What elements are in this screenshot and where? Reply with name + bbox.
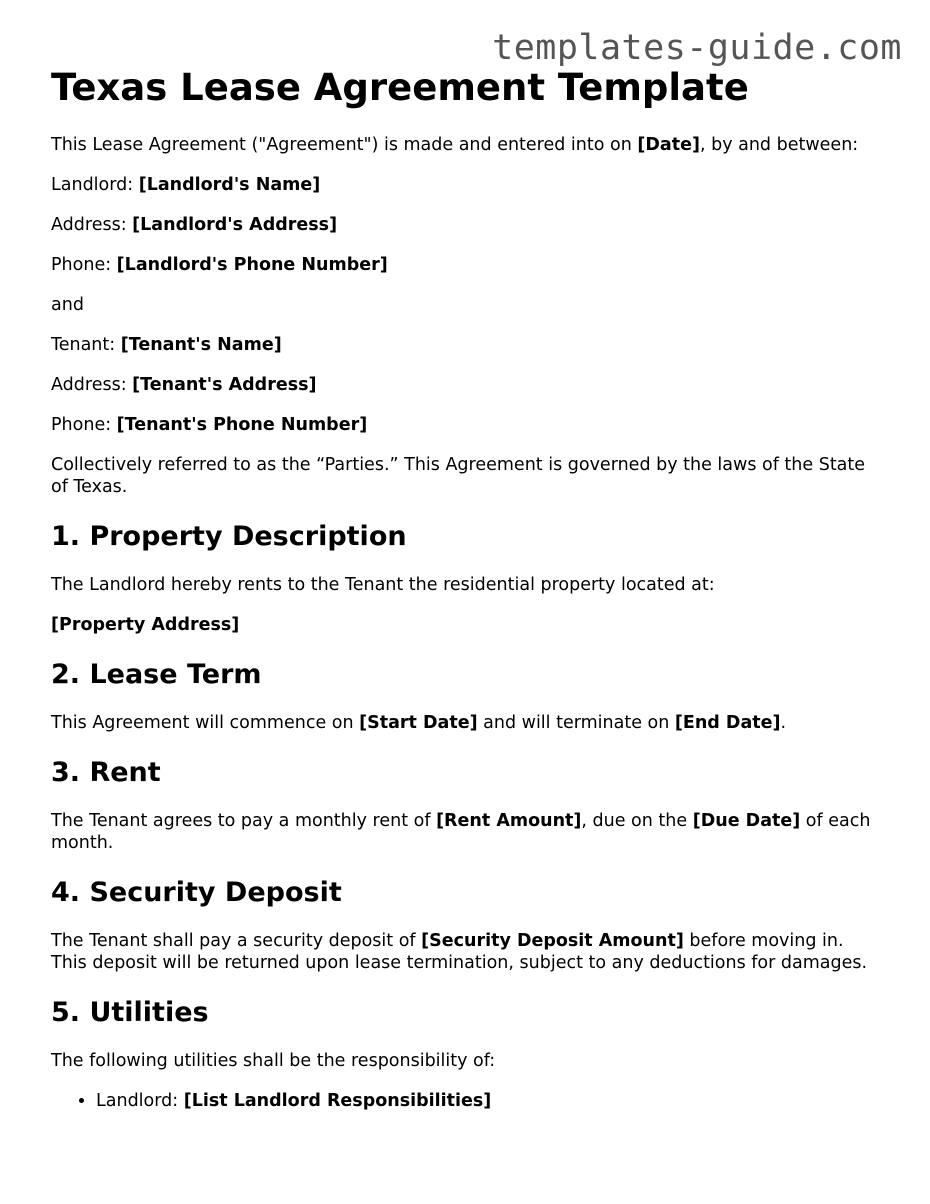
date-placeholder: [Date] (637, 135, 700, 155)
section-heading-property: 1. Property Description (51, 521, 407, 552)
parties-paragraph: Collectively referred to as the “Parties.” This Agreement is governed by the laws of the State of Texas. (51, 455, 866, 497)
section-heading-rent: 3. Rent (51, 757, 161, 788)
deposit-amount-placeholder: [Security Deposit Amount] (421, 931, 684, 951)
site-watermark: templates-guide.com (492, 28, 902, 68)
page-title: Texas Lease Agreement Template (51, 66, 749, 109)
tenant-phone-placeholder: [Tenant's Phone Number] (116, 415, 368, 435)
tenant-address-line: Address: [Tenant's Address] (51, 375, 317, 395)
landlord-address-line: Address: [Landlord's Address] (51, 215, 338, 235)
deposit-paragraph: The Tenant shall pay a security deposit of [Security Deposit Amount] before moving in. This deposit will be returned upon lease termination, subject to any deductions for damages. (51, 931, 868, 973)
landlord-phone-placeholder: [Landlord's Phone Number] (116, 255, 388, 275)
start-date-placeholder: [Start Date] (359, 713, 478, 733)
lease-document (51, 66, 881, 1112)
tenant-phone-line: Phone: [Tenant's Phone Number] (51, 415, 368, 435)
section-heading-term: 2. Lease Term (51, 659, 262, 690)
section-heading-deposit: 4. Security Deposit (51, 877, 342, 908)
landlord-address-placeholder: [Landlord's Address] (132, 215, 338, 235)
term-paragraph: This Agreement will commence on [Start Date] and will terminate on [End Date]. (51, 713, 787, 733)
list-item: • Landlord: [List Landlord Responsibilities] (96, 1090, 881, 1112)
tenant-name-placeholder: [Tenant's Name] (120, 335, 282, 355)
utilities-text: The following utilities shall be the responsibility of: (51, 1051, 496, 1071)
landlord-responsibilities-placeholder: [List Landlord Responsibilities] (183, 1091, 492, 1111)
due-date-placeholder: [Due Date] (692, 811, 801, 831)
tenant-address-placeholder: [Tenant's Address] (132, 375, 317, 395)
and-separator: and (51, 295, 84, 315)
end-date-placeholder: [End Date] (674, 713, 781, 733)
landlord-phone-line: Phone: [Landlord's Phone Number] (51, 255, 388, 275)
intro-paragraph: This Lease Agreement ("Agreement") is made and entered into on [Date], by and between: (51, 135, 859, 155)
property-address-placeholder: [Property Address] (51, 615, 240, 635)
tenant-name-line: Tenant: [Tenant's Name] (51, 335, 282, 355)
landlord-name-line: Landlord: [Landlord's Name] (51, 175, 321, 195)
rent-amount-placeholder: [Rent Amount] (436, 811, 582, 831)
utilities-list (51, 1090, 881, 1112)
property-text: The Landlord hereby rents to the Tenant the residential property located at: (51, 575, 715, 595)
landlord-name-placeholder: [Landlord's Name] (138, 175, 321, 195)
rent-paragraph: The Tenant agrees to pay a monthly rent of [Rent Amount], due on the [Due Date] of each month. (51, 811, 871, 853)
section-heading-utilities: 5. Utilities (51, 997, 209, 1028)
